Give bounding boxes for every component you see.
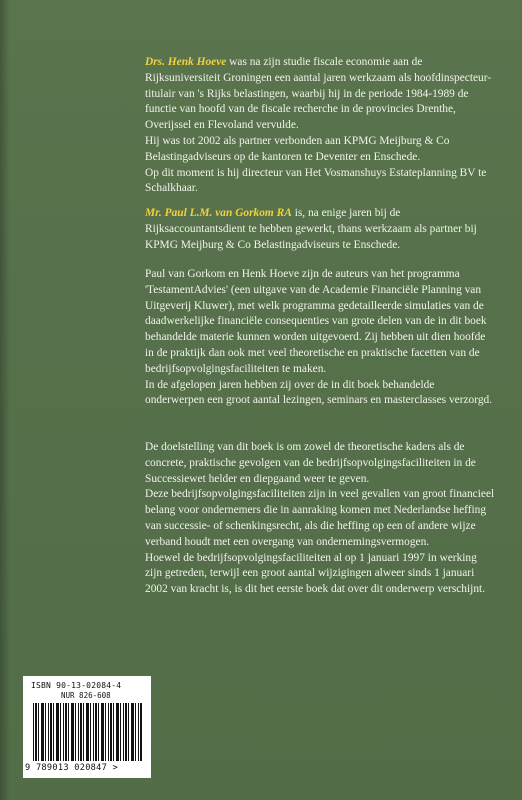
bio-henk-hoeve-p3: Op dit moment is hij directeur van Het Vosmanshuys Estateplanning BV te Schalkhaar. bbox=[145, 166, 487, 195]
bio-henk-hoeve-p1: Drs. Henk Hoeve was na zijn studie fiscale economie aan de Rijksuniversiteit Groningen een aantal jaren werkzaam als hoofdinspecteur-titulair van 's Rijks belastingen, waarbij hij in de periode 1984-1989 de functie van hoofd van de fiscale recherche in de provincies Drenthe, Overijssel en Flevoland vervulde. bbox=[145, 56, 492, 132]
spine-shadow bbox=[0, 0, 10, 800]
ean-number: 9 789013 020847 > bbox=[25, 763, 119, 773]
barcode-label bbox=[23, 676, 151, 778]
author-name-henk-hoeve: Drs. Henk Hoeve bbox=[145, 56, 227, 68]
book-aim-paragraph bbox=[145, 440, 495, 598]
bio-henk-hoeve bbox=[145, 55, 495, 197]
barcode-icon bbox=[33, 703, 143, 761]
authors-paragraph bbox=[145, 267, 495, 409]
nur-text: NUR 826-608 bbox=[61, 691, 111, 700]
bio-paul-van-gorkom bbox=[145, 206, 495, 253]
isbn-text: ISBN 90-13-02084-4 bbox=[31, 681, 122, 690]
bio-paul-van-gorkom-p1: Mr. Paul L.M. van Gorkom RA is, na enige jaren bij de Rijksaccountantsdient te hebben gewerkt, thans werkzaam als partner bij KPMG Meijburg & Co Belastingadviseurs te Enschede. bbox=[145, 207, 477, 251]
bio-henk-hoeve-p2: Hij was tot 2002 als partner verbonden aan KPMG Meijburg & Co Belastingadviseurs op de kantoren te Deventer en Enschede. bbox=[145, 134, 450, 163]
authors-p2: In de afgelopen jaren hebben zij over de in dit boek behandelde onderwerpen een groot aantal lezingen, seminars en masterclasses verzorgd. bbox=[145, 378, 493, 407]
author-name-paul-van-gorkom: Mr. Paul L.M. van Gorkom RA bbox=[145, 207, 292, 219]
aim-p2: Deze bedrijfsopvolgingsfaciliteiten zijn in veel gevallen van groot financieel belang voor ondernemers die in aanraking komen met Nederlandse heffing van successie- of schenkingsrecht, als die heffing op een of andere wijze verband houdt met een overgang van ondernemingsvermogen. bbox=[145, 488, 495, 548]
authors-p1: Paul van Gorkom en Henk Hoeve zijn de auteurs van het programma 'TestamentAdvies' (een uitgave van de Academie Financiële Planning van Uitgeverij Kluwer), met welk programma gedetailleerde simulaties van de daadwerkelijke financiële consequenties van grote delen van de in dit boek behandelde materie kunnen worden uitgevoerd. Zij hebben uit dien hoofde in de praktijk dan ook met veel theoretische en praktische facetten van de bedrijfsopvolgingsfaciliteiten te maken. bbox=[145, 268, 487, 375]
aim-p3: Hoewel de bedrijfsopvolgingsfaciliteiten al op 1 januari 1997 in werking zijn getreden, terwijl een groot aantal wijzigingen alweer sinds 1 januari 2002 van kracht is, is dit het eerste boek dat over dit onderwerp verschijnt. bbox=[145, 551, 486, 596]
aim-p1: De doelstelling van dit boek is om zowel de theoretische kaders als de concrete, praktische gevolgen van de bedrijfsopvolgingsfaciliteiten in de Successiewet helder en diepgaand weer te geven. bbox=[145, 441, 476, 485]
